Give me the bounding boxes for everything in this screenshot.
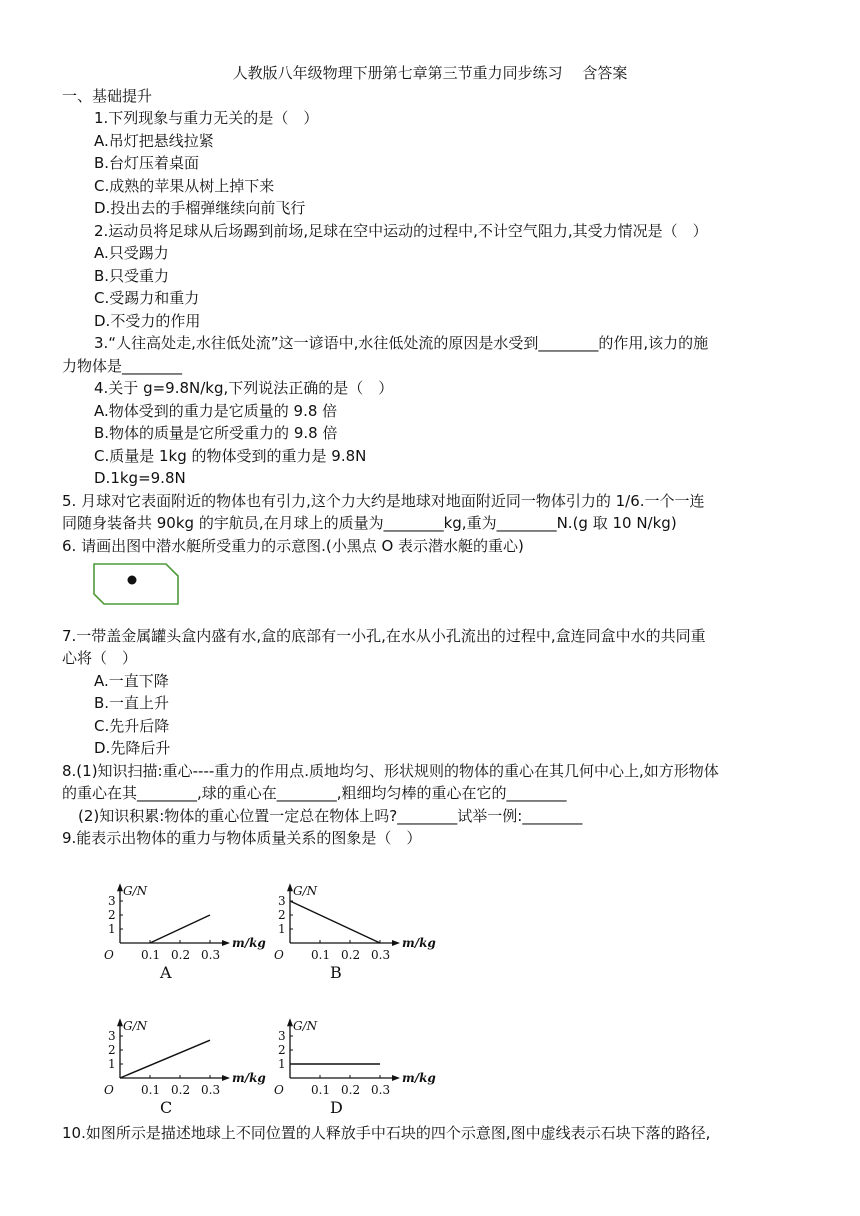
graph-d-xlabel: m/kg bbox=[402, 1071, 436, 1085]
q4-option-c: C.质量是 1kg 的物体受到的重力是 9.8N bbox=[94, 447, 367, 465]
graph-d-ytick-label: 1 bbox=[278, 1057, 286, 1071]
graph-c-ytick-label: 1 bbox=[108, 1057, 116, 1071]
graph-a-xtick-label: 0.1 bbox=[141, 948, 161, 962]
q2-option-d: D.不受力的作用 bbox=[94, 312, 201, 330]
page-title: 人教版八年级物理下册第七章第三节重力同步练习 含答案 bbox=[232, 64, 628, 82]
submarine-figure bbox=[90, 560, 182, 610]
graph-b-xtick-label: 0.3 bbox=[371, 948, 391, 962]
graph-c-x-arrow bbox=[222, 1075, 230, 1081]
graph-c-series-line bbox=[120, 1040, 210, 1078]
graph-c-ylabel: G/N bbox=[123, 1019, 148, 1034]
graph-d-ytick-label: 3 bbox=[278, 1029, 286, 1043]
graph-b-series-line bbox=[290, 901, 380, 943]
center-of-gravity-dot bbox=[128, 576, 137, 585]
question-7-line2: 心将（ ） bbox=[62, 649, 138, 667]
question-7-line1: 7.一带盖金属罐头盒内盛有水,盒的底部有一小孔,在水从小孔流出的过程中,盒连同盒中水的共同重 bbox=[62, 627, 706, 645]
q2-option-c: C.受踢力和重力 bbox=[94, 289, 200, 307]
graph-b-xtick-label: 0.2 bbox=[341, 948, 361, 962]
question-4-stem: 4.关于 g=9.8N/kg,下列说法正确的是（ ） bbox=[94, 379, 394, 397]
graph-d-origin-label: O bbox=[274, 1083, 284, 1097]
question-10-stem: 10.如图所示是描述地球上不同位置的人释放手中石块的四个示意图,图中虚线表示石块下落的路径, bbox=[62, 1124, 711, 1142]
graph-d-xtick-label: 0.2 bbox=[341, 1083, 361, 1097]
question-8-line2: 的重心在其________,球的重心在________,粗细均匀棒的重心在它的________ bbox=[62, 784, 567, 802]
graph-b-ylabel: G/N bbox=[293, 884, 318, 899]
graph-a-xlabel: m/kg bbox=[232, 936, 266, 950]
graph-b-xlabel: m/kg bbox=[402, 936, 436, 950]
graph-a-xtick-label: 0.3 bbox=[201, 948, 221, 962]
q4-option-d: D.1kg=9.8N bbox=[94, 469, 186, 487]
graph-a-panel-label: A bbox=[160, 963, 172, 982]
graph-c-origin-label: O bbox=[104, 1083, 114, 1097]
section-heading: 一、基础提升 bbox=[62, 87, 153, 105]
question-6-stem: 6. 请画出图中潜水艇所受重力的示意图.(小黑点 O 表示潜水艇的重心) bbox=[62, 537, 524, 555]
graph-d-x-arrow bbox=[392, 1075, 400, 1081]
graph-b-xtick-label: 0.1 bbox=[311, 948, 331, 962]
q7-option-b: B.一直上升 bbox=[94, 694, 170, 712]
graph-b-ytick-label: 1 bbox=[278, 922, 286, 936]
graph-options-figure bbox=[80, 850, 460, 1115]
question-2-stem: 2.运动员将足球从后场踢到前场,足球在空中运动的过程中,不计空气阻力,其受力情况是（ ） bbox=[94, 222, 708, 240]
graph-a-x-arrow bbox=[222, 940, 230, 946]
graph-c-xlabel: m/kg bbox=[232, 1071, 266, 1085]
q4-option-b: B.物体的质量是它所受重力的 9.8 倍 bbox=[94, 424, 338, 442]
submarine-outline bbox=[94, 564, 178, 604]
graph-c-ytick-label: 2 bbox=[108, 1043, 116, 1057]
q1-option-c: C.成熟的苹果从树上掉下来 bbox=[94, 177, 275, 195]
q2-option-b: B.只受重力 bbox=[94, 267, 170, 285]
graph-a-ytick-label: 1 bbox=[108, 922, 116, 936]
question-1-stem: 1.下列现象与重力无关的是（ ） bbox=[94, 109, 319, 127]
graph-a-origin-label: O bbox=[104, 948, 114, 962]
q7-option-d: D.先降后升 bbox=[94, 739, 171, 757]
graph-d-ytick-label: 2 bbox=[278, 1043, 286, 1057]
graph-c-ytick-label: 3 bbox=[108, 1029, 116, 1043]
graph-c-xtick-label: 0.3 bbox=[201, 1083, 221, 1097]
graph-d-panel-label: D bbox=[330, 1098, 343, 1115]
q7-option-a: A.一直下降 bbox=[94, 672, 169, 690]
graph-a-ylabel: G/N bbox=[123, 884, 148, 899]
question-5-line1: 5. 月球对它表面附近的物体也有引力,这个力大约是地球对地面附近同一物体引力的 1/6.一个一连 bbox=[62, 492, 705, 510]
graph-b-x-arrow bbox=[392, 940, 400, 946]
graph-a-ytick-label: 3 bbox=[108, 894, 116, 908]
question-3-line1: 3.“人往高处走,水往低处流”这一谚语中,水往低处流的原因是水受到________的作用,该力的施 bbox=[94, 334, 709, 352]
graph-b-origin-label: O bbox=[274, 948, 284, 962]
question-5-line2: 同随身装备共 90kg 的宇航员,在月球上的质量为________kg,重为________N.(g 取 10 N/kg) bbox=[62, 514, 677, 532]
q4-option-a: A.物体受到的重力是它质量的 9.8 倍 bbox=[94, 402, 338, 420]
graph-b-ytick-label: 3 bbox=[278, 894, 286, 908]
graph-a-series-line bbox=[150, 915, 210, 943]
graph-b-panel-label: B bbox=[330, 963, 342, 982]
question-8-line3: (2)知识积累:物体的重心位置一定总在物体上吗?________试举一例:________ bbox=[78, 807, 583, 825]
graph-b-ytick-label: 2 bbox=[278, 908, 286, 922]
q1-option-d: D.投出去的手榴弹继续向前飞行 bbox=[94, 199, 306, 217]
q2-option-a: A.只受踢力 bbox=[94, 244, 169, 262]
graph-d-xtick-label: 0.3 bbox=[371, 1083, 391, 1097]
question-9-stem: 9.能表示出物体的重力与物体质量关系的图象是（ ） bbox=[62, 829, 422, 847]
graph-d-ylabel: G/N bbox=[293, 1019, 318, 1034]
graph-c-panel-label: C bbox=[160, 1098, 173, 1115]
q1-option-a: A.吊灯把悬线拉紧 bbox=[94, 132, 214, 150]
graph-c-xtick-label: 0.2 bbox=[171, 1083, 191, 1097]
graph-a-ytick-label: 2 bbox=[108, 908, 116, 922]
question-8-line1: 8.(1)知识扫描:重心----重力的作用点.质地均匀、形状规则的物体的重心在其几何中心上,如方形物体 bbox=[62, 762, 719, 780]
q7-option-c: C.先升后降 bbox=[94, 717, 170, 735]
question-3-line2: 力物体是________ bbox=[62, 357, 183, 375]
graph-d-xtick-label: 0.1 bbox=[311, 1083, 331, 1097]
graph-a-xtick-label: 0.2 bbox=[171, 948, 191, 962]
q1-option-b: B.台灯压着桌面 bbox=[94, 154, 200, 172]
graph-c-xtick-label: 0.1 bbox=[141, 1083, 161, 1097]
